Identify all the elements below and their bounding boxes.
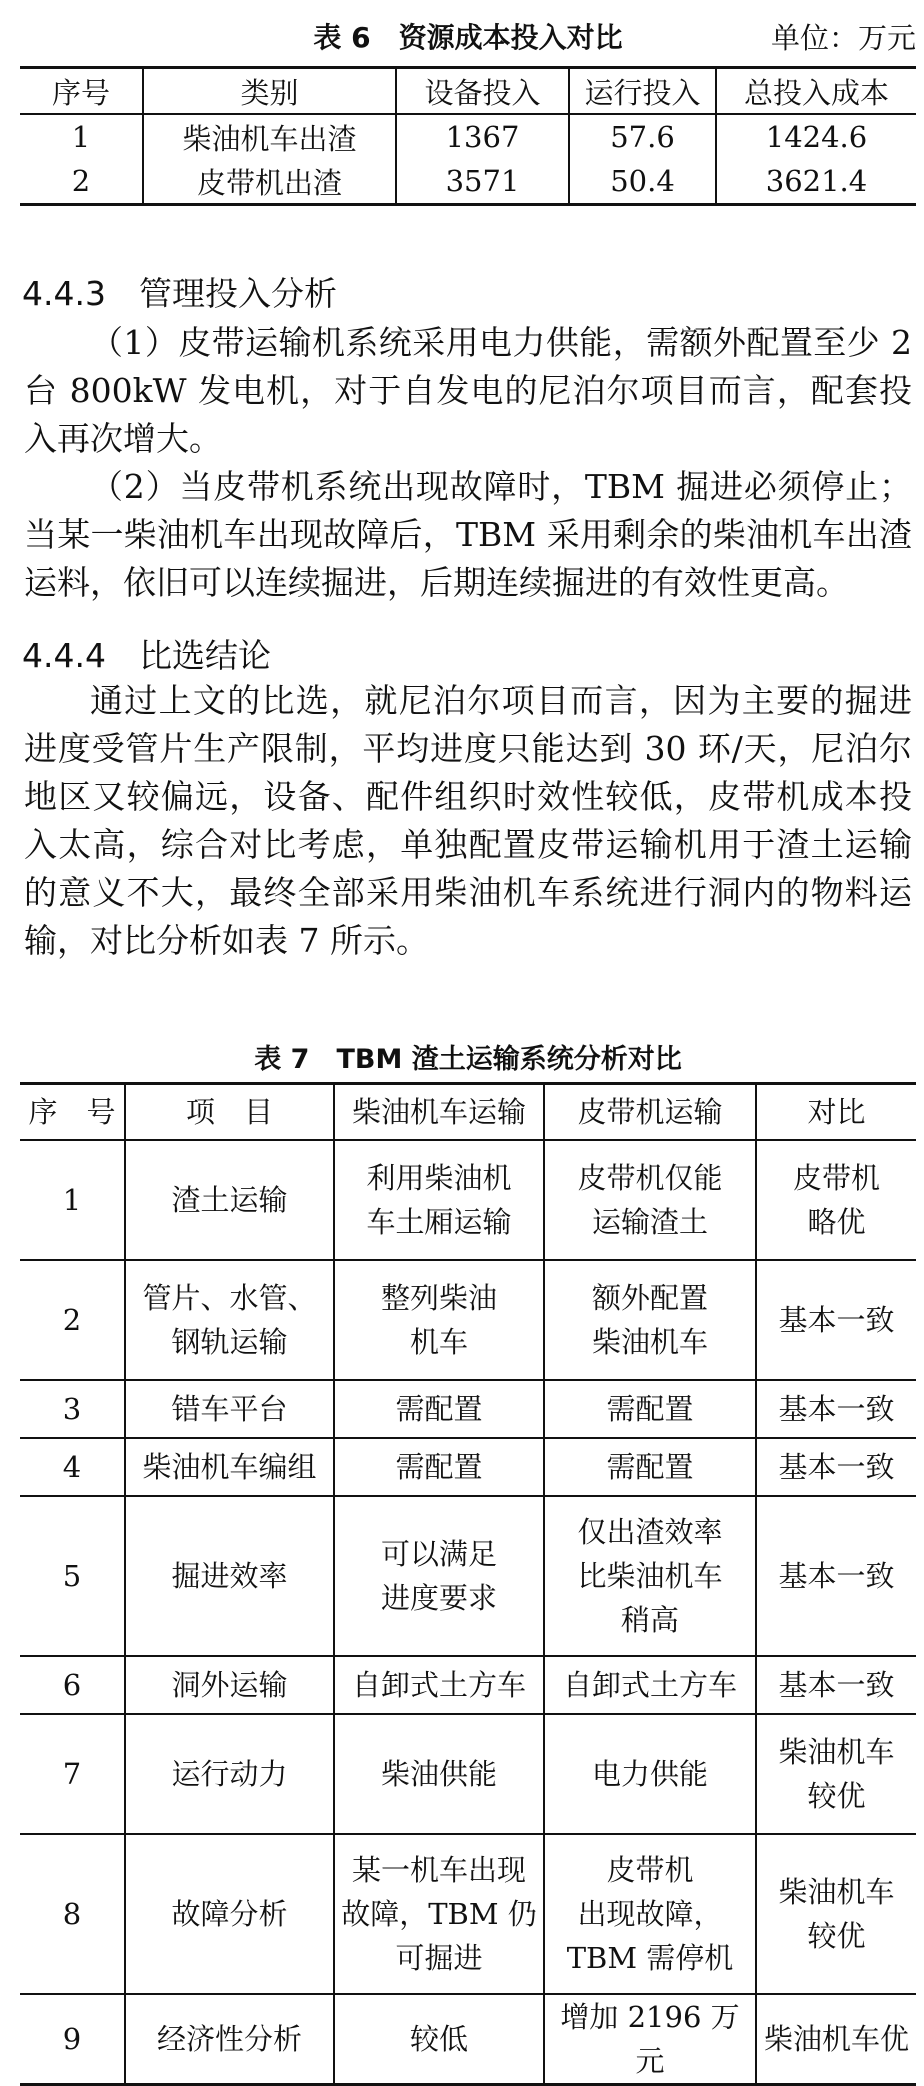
section-heading-443: 4.4.3 管理投入分析	[22, 274, 337, 313]
table7-cell-item	[125, 1496, 334, 1656]
table7-cell-compare	[756, 1714, 916, 1834]
table7-cell-belt	[544, 1656, 756, 1714]
table7-cell-line: 故障分析	[171, 1896, 288, 1931]
table7-cell-belt	[544, 1380, 756, 1438]
table6-cell: 2	[20, 159, 143, 205]
table7-cell-line: 较低	[409, 2021, 468, 2056]
table7-cell-line: 仅出渣效率	[577, 1514, 723, 1549]
table7-row	[20, 1380, 916, 1438]
table7-cell-line: 柴油机车编组	[142, 1449, 317, 1484]
table7-row	[20, 1496, 916, 1656]
table7-cell-line: 皮带机	[606, 1852, 694, 1887]
table7-cell-compare	[756, 1994, 916, 2085]
section-heading-444: 4.4.4 比选结论	[22, 636, 271, 675]
table7-cell-compare	[756, 1496, 916, 1656]
paragraph-443-2: （2）当皮带机系统出现故障时，TBM 掘进必须停止；当某一柴油机车出现故障后，TBM 采用剩余的柴油机车出渣运料，依旧可以连续掘进，后期连续掘进的有效性更高。	[24, 467, 912, 602]
table7-cell-compare	[756, 1656, 916, 1714]
table7-row	[20, 1438, 916, 1496]
table7-cell-no: 1	[20, 1140, 125, 1260]
table6-unit: 单位：万元	[770, 21, 916, 55]
table7-cell-belt	[544, 1714, 756, 1834]
table6-cell: 柴油机车出渣	[143, 114, 396, 159]
table7-cell-line: 需配置	[606, 1391, 694, 1426]
table7-cell-line: 稍高	[620, 1602, 679, 1637]
table7-cell-line: 柴油机车	[778, 1734, 895, 1769]
table6-header-cell: 运行投入	[569, 68, 716, 115]
table7-cell-diesel	[334, 1380, 544, 1438]
table6-header-cell: 总投入成本	[716, 68, 916, 115]
table7-cell-line: 基本一致	[778, 1667, 895, 1702]
table7-cell-belt	[544, 1260, 756, 1380]
table7-header-cell: 序 号	[20, 1084, 125, 1140]
table7-header-row	[20, 1084, 916, 1140]
table7-cell-compare	[756, 1438, 916, 1496]
table6-cell: 1424.6	[716, 114, 916, 159]
table7-cell-diesel	[334, 1496, 544, 1656]
table7-cell-line: 基本一致	[778, 1391, 895, 1426]
table7-cell-line: 车土厢运输	[366, 1204, 512, 1239]
table7-cell-line: 需配置	[606, 1449, 694, 1484]
table7-cell-line: 某一机车出现	[351, 1852, 526, 1887]
table7-row	[20, 1656, 916, 1714]
table7-cell-line: 电力供能	[591, 1756, 708, 1791]
table7-cell-line: TBM 需停机	[566, 1940, 734, 1975]
table7-cell-line: 机车	[409, 1324, 468, 1359]
table7-cell-line: 基本一致	[778, 1558, 895, 1593]
table7-cell-diesel	[334, 1260, 544, 1380]
table7-cell-line: 基本一致	[778, 1449, 895, 1484]
table6-header-cell: 设备投入	[396, 68, 569, 115]
table7-caption: 表 7 TBM 渣土运输系统分析对比	[254, 1044, 682, 1075]
table7-cell-compare	[756, 1140, 916, 1260]
table6-header-cell: 类别	[143, 68, 396, 115]
table7-cell-line: 较优	[807, 1778, 866, 1813]
table7-cell-diesel	[334, 1714, 544, 1834]
table7-cell-item	[125, 1714, 334, 1834]
table7-cell-line: 整列柴油	[380, 1280, 497, 1315]
table7-header-cell: 柴油机车运输	[334, 1084, 544, 1140]
table7-cell-diesel	[334, 1656, 544, 1714]
table7-cell-line: 自卸式土方车	[351, 1667, 526, 1702]
table7-cell-line: 柴油供能	[380, 1756, 497, 1791]
table7-cell-belt	[544, 1834, 756, 1994]
table7-cell-line: 可以满足	[380, 1536, 497, 1571]
table7-cell-diesel	[334, 1140, 544, 1260]
table7-cell-item	[125, 1260, 334, 1380]
table7-cell-line: 管片、水管、	[142, 1280, 317, 1315]
table7-cell-line: 运行动力	[171, 1756, 288, 1791]
table6-row	[20, 159, 916, 205]
table6-cell: 50.4	[569, 159, 716, 205]
table6-cell: 1367	[396, 114, 569, 159]
table7-cell-line: 钢轨运输	[171, 1324, 288, 1359]
table7-header-cell: 对比	[756, 1084, 916, 1140]
table7-cell-line: 皮带机	[792, 1160, 880, 1195]
table7-cell-no: 7	[20, 1714, 125, 1834]
table7-cell-line: 出现故障，	[577, 1896, 723, 1931]
table7-cell-line: 利用柴油机	[366, 1160, 512, 1195]
table7-cell-item	[125, 1140, 334, 1260]
table7-cell-compare	[756, 1834, 916, 1994]
table7-cell-item	[125, 1380, 334, 1438]
table7-row	[20, 1260, 916, 1380]
table7-cell-item	[125, 1994, 334, 2085]
table7-cell-line: 略优	[807, 1204, 866, 1239]
table7-header-cell: 项 目	[125, 1084, 334, 1140]
table7-row	[20, 1834, 916, 1994]
table7-cell-line: 错车平台	[171, 1391, 288, 1426]
table7-cell-belt	[544, 1140, 756, 1260]
table7-cell-line: 柴油机车优	[763, 2021, 909, 2056]
table7-cell-no: 5	[20, 1496, 125, 1656]
table7-cell-diesel	[334, 1834, 544, 1994]
table7	[20, 1082, 916, 2086]
table7-cell-line: 比柴油机车	[577, 1558, 723, 1593]
table6-cell: 皮带机出渣	[143, 159, 396, 205]
table7-cell-belt	[544, 1994, 756, 2085]
table6-row	[20, 114, 916, 159]
table7-cell-item	[125, 1438, 334, 1496]
table7-cell-line: 故障，TBM 仍	[341, 1896, 537, 1931]
table7-cell-line: 渣土运输	[171, 1182, 288, 1217]
table7-cell-no: 2	[20, 1260, 125, 1380]
table6-caption: 表 6 资源成本投入对比	[313, 21, 623, 54]
table7-row	[20, 1994, 916, 2085]
table7-cell-compare	[756, 1380, 916, 1438]
table7-cell-line: 进度要求	[380, 1580, 497, 1615]
table7-cell-line: 皮带机仅能	[577, 1160, 723, 1195]
table6-cell: 1	[71, 120, 91, 154]
table7-cell-belt	[544, 1496, 756, 1656]
paragraph-444: 通过上文的比选，就尼泊尔项目而言，因为主要的掘进进度受管片生产限制，平均进度只能达到 30 环/天，尼泊尔地区又较偏远，设备、配件组织时效性较低，皮带机成本投入太高，综合对比考虑，单独配置皮带运输机用于渣土运输的意义不大，最终全部采用柴油机车系统进行洞内的物料运输，对比分析如表 7 所示。	[24, 681, 912, 960]
table7-cell-line: 自卸式土方车	[562, 1667, 737, 1702]
table6-header-row	[20, 68, 916, 115]
table7-cell-line: 较优	[807, 1918, 866, 1953]
table6	[20, 66, 916, 206]
table7-cell-no: 6	[20, 1656, 125, 1714]
table7-cell-item	[125, 1834, 334, 1994]
table7-cell-item	[125, 1656, 334, 1714]
table7-cell-line: 额外配置	[591, 1280, 708, 1315]
table6-cell: 57.6	[569, 114, 716, 159]
table7-cell-line: 可掘进	[395, 1940, 483, 1975]
table7-cell-line: 掘进效率	[171, 1558, 288, 1593]
table7-row	[20, 1140, 916, 1260]
table7-cell-no: 4	[20, 1438, 125, 1496]
table6-cell: 3571	[396, 159, 569, 205]
table6-cell: 3621.4	[716, 159, 916, 205]
table7-cell-belt	[544, 1438, 756, 1496]
table7-cell-line: 需配置	[395, 1391, 483, 1426]
table7-cell-line: 增加 2196 万元	[560, 1999, 740, 2078]
table6-header-cell: 序号	[20, 68, 143, 115]
table7-cell-compare	[756, 1260, 916, 1380]
table7-cell-line: 运输渣土	[591, 1204, 708, 1239]
table7-cell-line: 洞外运输	[171, 1667, 288, 1702]
table7-row	[20, 1714, 916, 1834]
table6-caption-row	[20, 16, 916, 56]
table7-cell-line: 柴油机车	[591, 1324, 708, 1359]
table7-header-cell: 皮带机运输	[544, 1084, 756, 1140]
table7-cell-line: 柴油机车	[778, 1874, 895, 1909]
table7-cell-no: 3	[20, 1380, 125, 1438]
table7-cell-no: 8	[20, 1834, 125, 1994]
paragraph-443-1: （1）皮带运输机系统采用电力供能，需额外配置至少 2 台 800kW 发电机，对于自发电的尼泊尔项目而言，配套投入再次增大。	[24, 323, 912, 458]
table7-cell-line: 经济性分析	[156, 2021, 302, 2056]
table7-cell-no: 9	[20, 1994, 125, 2085]
table7-cell-diesel	[334, 1438, 544, 1496]
table7-cell-line: 需配置	[395, 1449, 483, 1484]
table7-cell-line: 基本一致	[778, 1302, 895, 1337]
table7-cell-diesel	[334, 1994, 544, 2085]
